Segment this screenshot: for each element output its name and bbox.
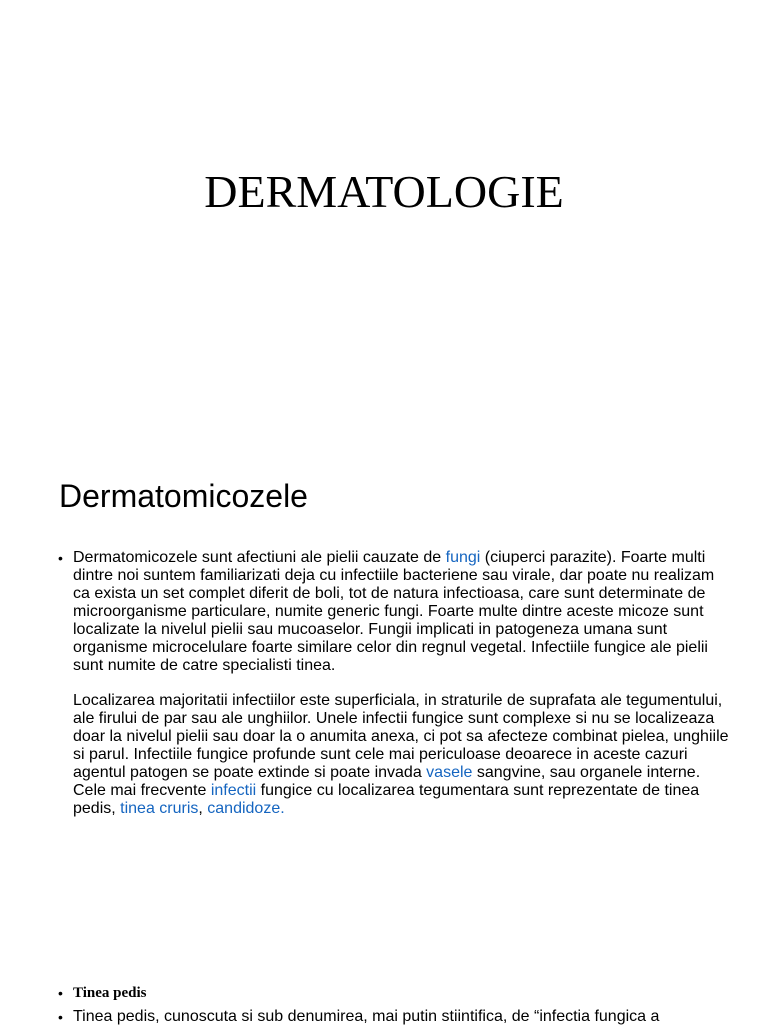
paragraph-localizare: [73, 692, 733, 818]
link-candidoze[interactable]: candidoze.: [207, 800, 285, 817]
bullet-item-text: [58, 1007, 738, 1027]
link-vasele[interactable]: vasele: [426, 764, 473, 781]
section-heading: Dermatomicozele: [59, 478, 308, 514]
paragraph-intro: [73, 549, 733, 675]
link-fungi[interactable]: fungi: [445, 549, 481, 566]
paragraph-text: sangvine, sau organele interne. Cele mai frecvente: [73, 764, 701, 799]
paragraph-text: ,: [198, 800, 208, 817]
paragraph-text: fungice cu localizarea tegumentara sunt reprezentate de tinea pedis,: [73, 782, 700, 817]
bullet-icon: •: [58, 985, 63, 1001]
paragraph-text: Dermatomicozele sunt afectiuni ale pielii cauzate de: [73, 549, 446, 566]
main-bullet: [58, 549, 733, 818]
bullet-item-heading: [58, 983, 738, 1003]
bullet-icon: •: [58, 550, 63, 566]
subsection-text: Tinea pedis, cunoscuta si sub denumirea, mai putin stiintifica, de “infectia fungica a: [73, 1008, 660, 1025]
paragraph-text: Localizarea majoritatii infectiilor este superficiala, in straturile de suprafata ale tegumentului, ale firului de par sau ale unghiilor. Unele infectii fungice sunt complexe si nu se localizeaza doar la nivelul pielii sau doar la o anumita anexa, ci pot sa afecteze combinat pielea, unghiile si parul. Infectiile fungice profunde sunt cele mai periculoase deoarece in aceste cazuri agentul patogen se poate extinde si poate invada: [73, 692, 729, 781]
subsection-heading: Tinea pedis: [73, 985, 147, 1001]
link-tinea-cruris[interactable]: tinea cruris: [120, 800, 199, 817]
link-infectii[interactable]: infectii: [210, 782, 257, 799]
paragraph-text: (ciuperci parazite). Foarte multi dintre noi suntem familiarizati deja cu infectiile bacteriene sau virale, dar poate nu realizam ca exista un set complet diferit de boli, tot de natura infectioasa, care sunt determinate de microorganisme particulare, numite generic fungi. Foarte multe dintre aceste micoze sunt localizate la nivelul pielii sau mucoaselor. Fungii implicati in patogeneza umana sunt organisme microcelulare foarte similare celor din regnul vegetal. Infectiile fungice ale pielii sunt numite de catre specialisti tinea.: [73, 549, 715, 674]
document-title: DERMATOLOGIE: [204, 166, 564, 217]
bullet-icon: •: [58, 1009, 63, 1025]
